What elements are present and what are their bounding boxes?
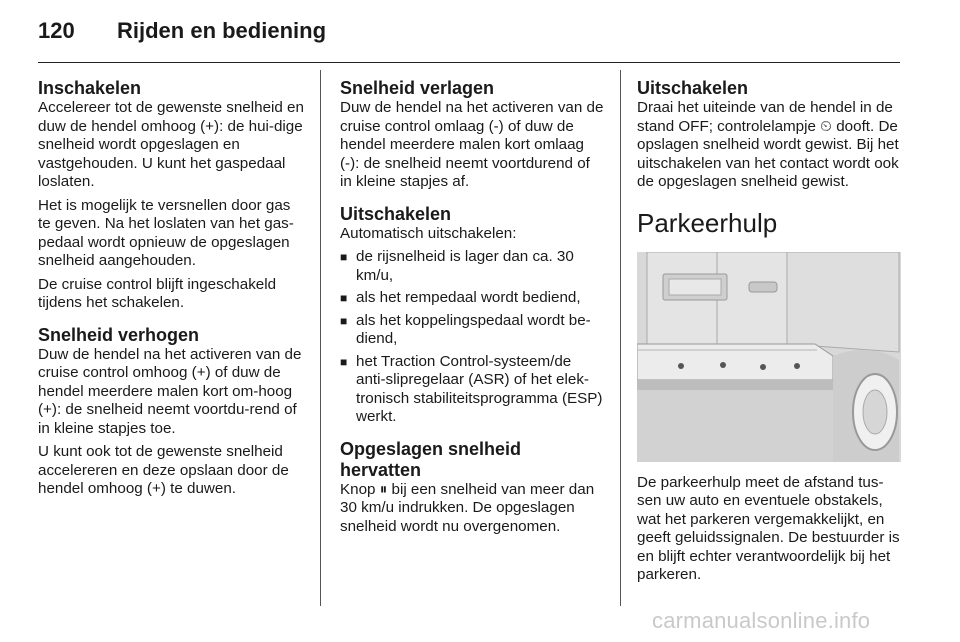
list-item-text: als het rempedaal wordt bediend, bbox=[356, 289, 581, 306]
section-heading: Uitschakelen bbox=[340, 203, 452, 224]
list-item-text: de rijsnelheid is lager dan ca. 30 km/u, bbox=[356, 248, 574, 284]
section-heading: Uitschakelen bbox=[637, 78, 749, 98]
page-number: 120 bbox=[38, 18, 75, 43]
header-rule bbox=[38, 62, 900, 63]
column-3 bbox=[637, 78, 901, 590]
running-title: Rijden en bediening bbox=[117, 18, 327, 43]
section-heading: Inschakelen bbox=[38, 78, 142, 98]
paragraph: Knop ⏸ bij een snelheid van meer dan 30 km/u indrukken. De opgeslagen snelheid wordt nu overgenomen. bbox=[340, 480, 595, 535]
bullet-icon: ■ bbox=[340, 291, 348, 305]
paragraph: Duw de hendel na het activeren van de cruise control omlaag (-) of duw de hendel meerdere malen kort omlaag (-): de snelheid neemt voortdurend of in kleine stapjes af. bbox=[340, 99, 604, 190]
section-heading: Snelheid verhogen bbox=[38, 324, 200, 345]
list-item bbox=[340, 312, 604, 349]
section-heading: Opgeslagen snelheid hervatten bbox=[340, 438, 522, 480]
list-item bbox=[340, 289, 604, 308]
paragraph: Automatisch uitschakelen: bbox=[340, 224, 517, 242]
list-item bbox=[340, 353, 604, 427]
column-1 bbox=[38, 78, 304, 504]
bullet-icon: ■ bbox=[340, 313, 348, 328]
bullet-icon: ■ bbox=[340, 250, 348, 264]
section-uitschakelen bbox=[340, 204, 604, 427]
list-item-text: het Traction Control-systeem/de anti-slipregelaar (ASR) of het elek-tronisch stabiliteitsprogramma (ESP) werkt. bbox=[356, 352, 603, 425]
paragraph: Draai het uiteinde van de hendel in de stand OFF; controlelampje ⏲ dooft. De opslagen snelheid wordt gewist. Bij het uitschakelen van het contact wordt ook de opgeslagen snelheid gewist. bbox=[637, 99, 899, 190]
section-uitschakelen bbox=[637, 78, 901, 192]
section-heading: Snelheid verlagen bbox=[340, 78, 495, 98]
bullet-list bbox=[340, 248, 604, 427]
parking-sensor-illustration bbox=[637, 252, 901, 462]
column-divider bbox=[620, 70, 621, 606]
paragraph: De cruise control blijft ingeschakeld tijdens het schakelen. bbox=[38, 275, 277, 311]
paragraph: Het is mogelijk te versnellen door gas te geven. Na het loslaten van het gas-pedaal wordt opnieuw de opgeslagen snelheid aangehouden. bbox=[38, 196, 294, 269]
paragraph: U kunt ook tot de gewenste snelheid accelereren en deze opslaan door de hendel omhoog (+) te duwen. bbox=[38, 443, 289, 497]
section-snelheid-verlagen bbox=[340, 78, 604, 192]
chapter-heading: Parkeerhulp bbox=[637, 207, 778, 238]
column-divider bbox=[320, 70, 321, 606]
column-2 bbox=[340, 78, 604, 541]
section-inschakelen bbox=[38, 78, 304, 313]
bullet-icon: ■ bbox=[340, 354, 348, 369]
list-item-text: als het koppelingspedaal wordt be-diend, bbox=[356, 311, 591, 347]
paragraph: Accelereer tot de gewenste snelheid en duw de hendel omhoog (+): de hui-dige snelheid wordt opgeslagen en vastgehouden. U kunt het gaspedaal loslaten. bbox=[38, 99, 304, 190]
paragraph: De parkeerhulp meet de afstand tus-sen uw auto en eventuele obstakels, wat het parkeren vergemakkelijkt, en geeft geluidssignalen. De bestuurder is en blijft echter verantwoordelijk bij het parkeren. bbox=[637, 473, 900, 583]
section-snelheid-verhogen bbox=[38, 325, 304, 499]
paragraph: Duw de hendel na het activeren van de cruise control omhoog (+) of duw de hendel meerdere malen kort om-hoog (+): de snelheid neemt voortdu-rend of in kleine stapjes toe. bbox=[38, 345, 302, 437]
watermark: carmanualsonline.info bbox=[652, 608, 871, 633]
section-opgeslagen-snelheid-hervatten bbox=[340, 439, 604, 537]
van-rear-illustration bbox=[637, 252, 901, 462]
list-item bbox=[340, 248, 604, 285]
